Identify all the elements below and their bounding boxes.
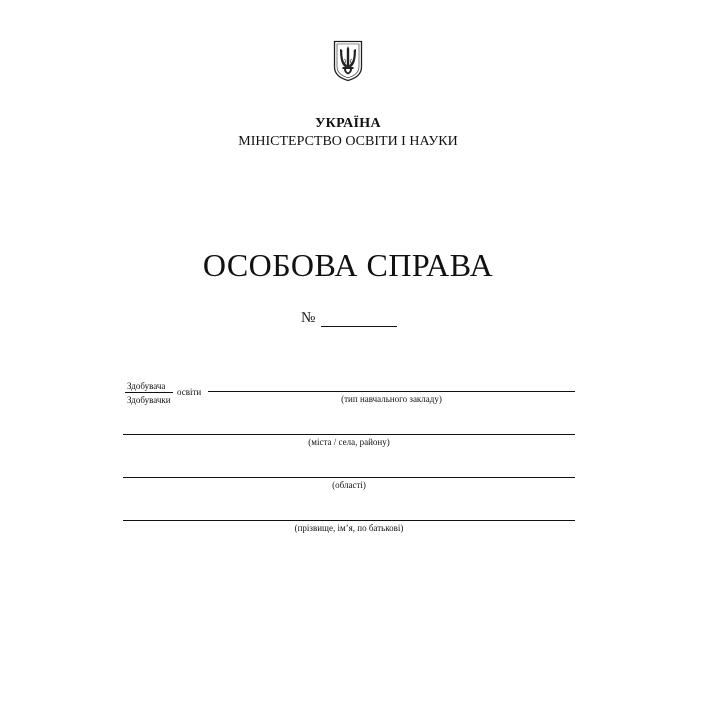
student-label-masculine: Здобувача <box>127 381 166 391</box>
ministry-name: МІНІСТЕРСТВО ОСВІТИ І НАУКИ <box>238 134 458 149</box>
institution-type-caption: (тип навчального закладу) <box>341 394 442 404</box>
student-label-feminine: Здобувачки <box>127 395 171 405</box>
document-title: ОСОБОВА СПРАВА <box>202 247 494 283</box>
full-name-field[interactable] <box>123 520 575 521</box>
number-sign: № <box>301 310 316 326</box>
city-district-caption: (міста / села, району) <box>308 437 390 447</box>
region-field[interactable] <box>123 477 575 478</box>
education-label: освіти <box>177 387 202 397</box>
full-name-caption: (прізвище, ім’я, по батькові) <box>294 523 404 533</box>
institution-type-field[interactable] <box>208 391 575 392</box>
trident-coat-of-arms-icon <box>333 40 363 82</box>
city-district-field[interactable] <box>123 434 575 435</box>
fraction-divider <box>125 392 173 393</box>
country-name: УКРАЇНА <box>315 116 381 131</box>
region-caption: (області) <box>332 480 366 490</box>
number-field[interactable] <box>321 326 397 327</box>
